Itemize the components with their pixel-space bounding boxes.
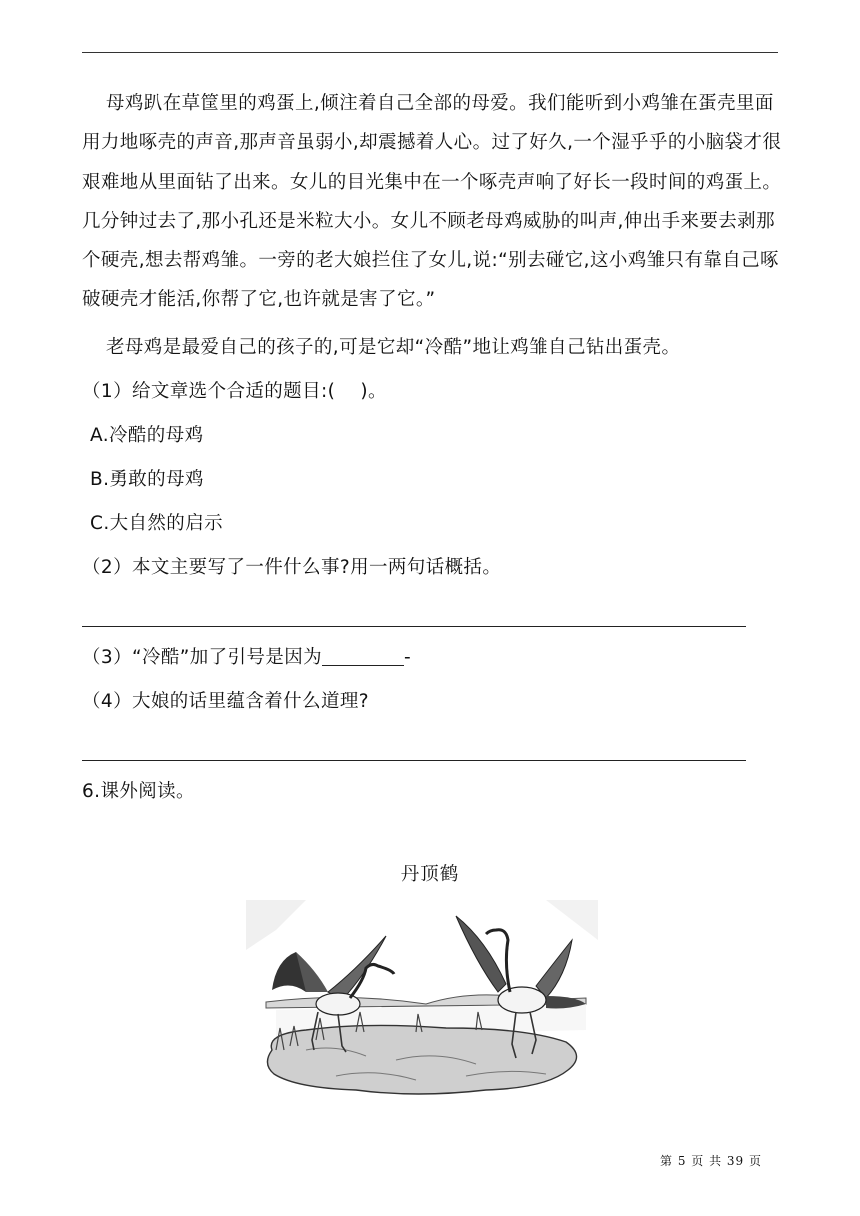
answer-line-q2[interactable] bbox=[82, 626, 746, 627]
question-3 bbox=[82, 646, 411, 670]
article-title: 丹顶鹤 bbox=[400, 864, 460, 885]
answer-blank-q3[interactable] bbox=[322, 647, 404, 666]
page-footer: 第 5 页 共 39 页 bbox=[660, 1154, 762, 1168]
section-6-heading: 6.课外阅读。 bbox=[82, 781, 195, 802]
crane-illustration bbox=[246, 900, 598, 1116]
question-3-suffix: - bbox=[404, 647, 412, 668]
question-3-text: （3）“冷酷”加了引号是因为 bbox=[82, 647, 323, 668]
question-4: （4）大娘的话里蕴含着什么道理? bbox=[82, 691, 369, 712]
passage-paragraph-2: 老母鸡是最爱自己的孩子的,可是它却“冷酷”地让鸡雏自己钻出蛋壳。 bbox=[106, 337, 681, 358]
option-a: A.冷酷的母鸡 bbox=[90, 425, 204, 446]
passage-paragraph-1: 母鸡趴在草筐里的鸡蛋上,倾注着自己全部的母爱。我们能听到小鸡雏在蛋壳里面用力地啄壳的声音,那声音虽弱小,却震撼着人心。过了好久,一个湿乎乎的小脑袋才很艰难地从里面钻了出来。女儿的目光集中在一个啄壳声响了好长一段时间的鸡蛋上。几分钟过去了,那小孔还是米粒大小。女儿不顾老母鸡威胁的叫声,伸出手来要去剥那个硬壳,想去帮鸡雏。一旁的老大娘拦住了女儿,说:“别去碰它,这小鸡雏只有靠自己啄破硬壳才能活,你帮了它,也许就是害了它。” bbox=[82, 93, 782, 311]
question-1: （1）给文章选个合适的题目:( )。 bbox=[82, 381, 387, 402]
answer-line-q4[interactable] bbox=[82, 760, 746, 761]
option-c: C.大自然的启示 bbox=[90, 513, 223, 534]
option-b: B.勇敢的母鸡 bbox=[90, 469, 204, 490]
question-2: （2）本文主要写了一件什么事?用一两句话概括。 bbox=[82, 557, 502, 578]
header-rule bbox=[82, 52, 778, 53]
